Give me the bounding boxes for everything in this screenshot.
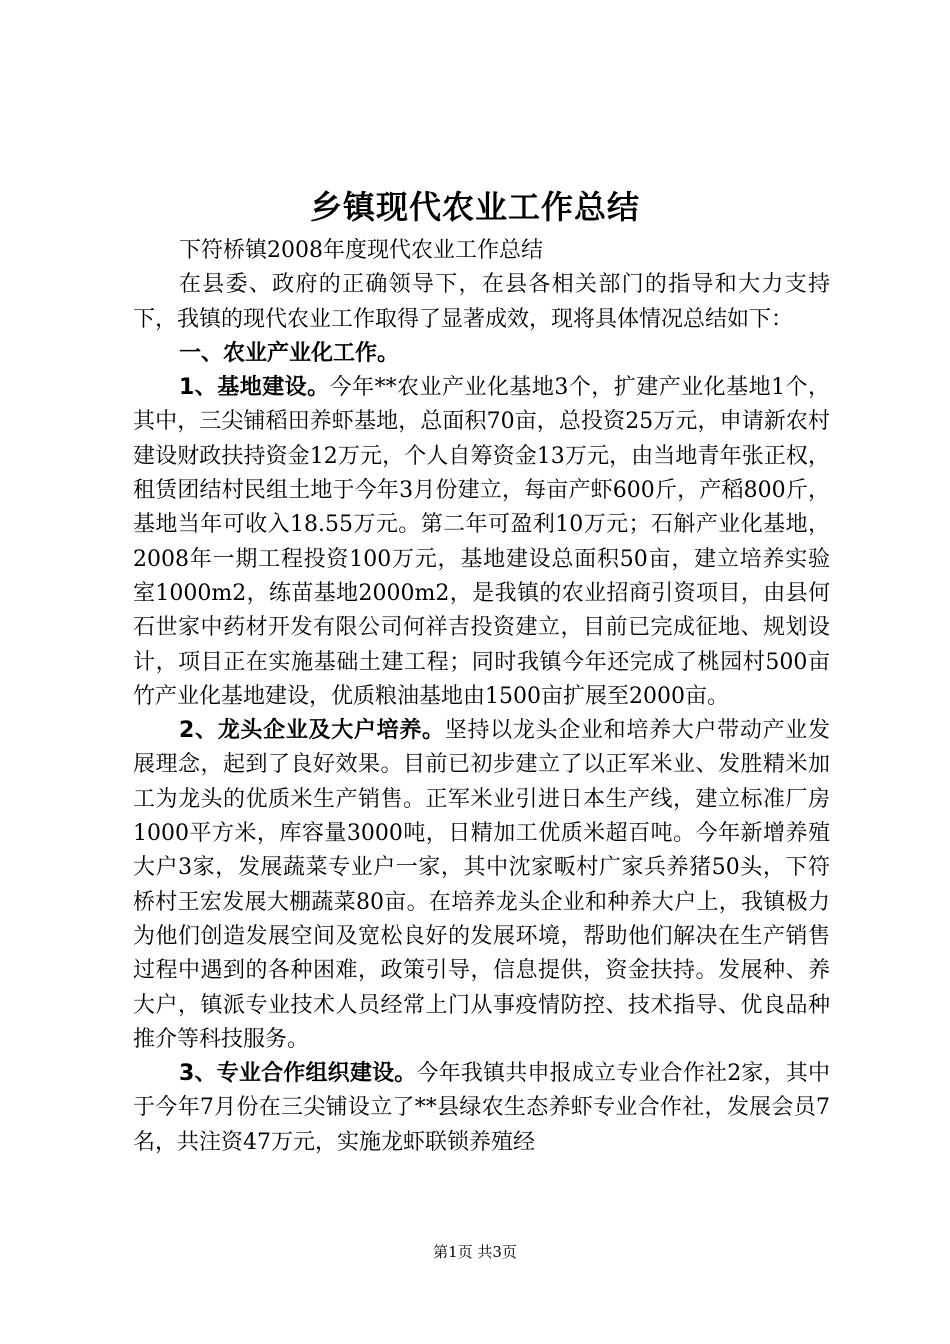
paragraph-leading-enterprises [133, 714, 830, 1057]
document-body [133, 234, 830, 1160]
item-text: 坚持以龙头企业和培养大户带动产业发展理念，起到了良好效果。目前已初步建立了以正军米业、发胜精米加工为龙头的优质米生产销售。正军米业引进日本生产线，建立标准厂房1000平方米，库容量3000吨，日精加工优质米超百吨。今年新增养殖大户3家，发展蔬菜专业户一家，其中沈家畈村广家兵养猪50头，下符桥村王宏发展大棚蔬菜80亩。在培养龙头企业和种养大户上，我镇极力为他们创造发展空间及宽松良好的发展环境，帮助他们解决在生产销售过程中遇到的各种困难，政策引导，信息提供，资金扶持。发展种、养大户，镇派专业技术人员经常上门从事疫情防控、技术指导、优良品种推介等科技服务。 [133, 718, 830, 1052]
item-text: 今年我镇共申报成立专业合作社2家，其中于今年7月份在三尖铺设立了**县绿农生态养虾专业合作社，发展会员7名，共注资47万元，实施龙虾联锁养殖经 [133, 1061, 830, 1155]
item-heading: 2、龙头企业及大户培养。 [179, 718, 445, 744]
section-heading-1: 一、农业产业化工作。 [179, 340, 400, 366]
document-subtitle: 下符桥镇2008年度现代农业工作总结 [179, 238, 543, 263]
paragraph-base-construction [133, 371, 830, 714]
paragraph-cooperatives [133, 1057, 830, 1160]
document-title: 乡镇现代农业工作总结 [309, 188, 640, 226]
intro-paragraph: 在县委、政府的正确领导下，在县各相关部门的指导和大力支持下，我镇的现代农业工作取得了显著成效，现将具体情况总结如下： [133, 272, 830, 332]
item-heading: 1、基地建设。 [179, 375, 330, 401]
page-number-footer: 第1页 共3页 [433, 1243, 517, 1261]
item-heading: 3、专业合作组织建设。 [179, 1061, 417, 1087]
item-text: 今年**农业产业化基地3个，扩建产业化基地1个，其中，三尖铺稻田养虾基地，总面积70亩，总投资25万元，申请新农村建设财政扶持资金12万元，个人自筹资金13万元，由当地青年张正权，租赁团结村民组土地于今年3月份建立，每亩产虾600斤，产稻800斤，基地当年可收入18.55万元。第二年可盈利10万元；石斛产业化基地，2008年一期工程投资100万元，基地建设总面积50亩，建立培养实验室1000m2，练苗基地2000m2，是我镇的农业招商引资项目，由县何石世家中药材开发有限公司何祥吉投资建立，目前已完成征地、规划设计，项目正在实施基础土建工程；同时我镇今年还完成了桃园村500亩竹产业化基地建设，优质粮油基地由1500亩扩展至2000亩。 [133, 375, 831, 709]
